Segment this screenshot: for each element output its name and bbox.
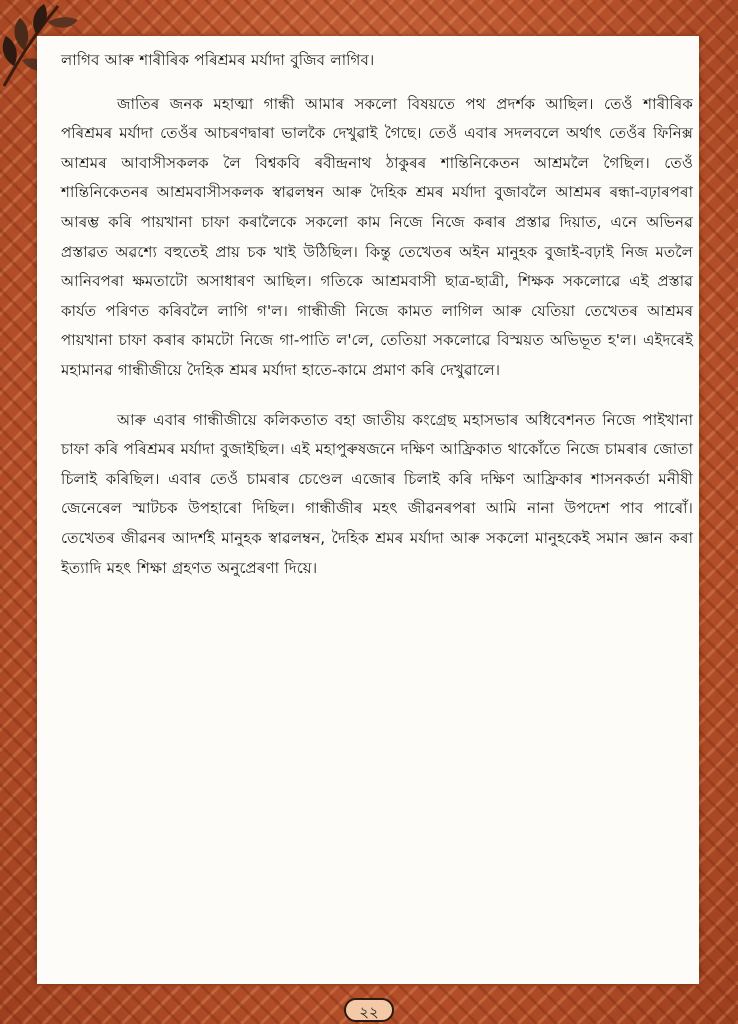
paragraph-gandhi-shantiniketan: জাতিৰ জনক মহাত্মা গান্ধী আমাৰ সকলো বিষয়তে পথ প্ৰদৰ্শক আছিল। তেওঁ শাৰীৰিক পৰিশ্ৰমৰ মৰ্যাদা তেওঁৰ আচৰণদ্বাৰা ভালকৈ দেখুৱাই গৈছে। তেওঁ এবাৰ সদলবলে অৰ্থাৎ তেওঁৰ ফিনিক্স আশ্ৰমৰ আবাসীসকলক লৈ বিশ্বকবি ৰবীন্দ্ৰনাথ ঠাকুৰৰ শান্তিনিকেতন আশ্ৰমলৈ গৈছিল। তেওঁ শান্তিনিকেতনৰ আশ্ৰমবাসীসকলক স্বাৱলম্বন আৰু দৈহিক শ্ৰমৰ মৰ্যাদা বুজাবলৈ আশ্ৰমৰ ৰন্ধা-বঢ়াৰপৰা আৰম্ভ কৰি পায়খানা চাফা কৰালৈকে সকলো কাম নিজে নিজে কৰাৰ প্ৰস্তাৱ দিয়াত, এনে অভিনৱ প্ৰস্তাৱত অৱশ্যে বহুতেই প্ৰায় চক খাই উঠিছিল। কিন্তু তেখেতৰ অইন মানুহক বুজাই-বঢ়াই নিজ মতলৈ আনিবপৰা ক্ষমতাটো অসাধাৰণ আছিল। গতিকে আশ্ৰমবাসী ছাত্ৰ-ছাত্ৰী, শিক্ষক সকলোৱে এই প্ৰস্তাৱ কাৰ্যত পৰিণত কৰিবলৈ লাগি গ'ল। গান্ধীজী নিজে কামত লাগিল আৰু যেতিয়া তেখেতৰ আশ্ৰমৰ পায়খানা চাফা কৰাৰ কামটো নিজে গা-পাতি ল'লে, তেতিয়া সকলোৱে বিস্ময়ত অভিভূত হ'ল। এইদৰেই মহামানৱ গান্ধীজীয়ে দৈহিক শ্ৰমৰ মৰ্যাদা হাতে-কামে প্ৰমাণ কৰি দেখুৱালে। <box>61 94 693 379</box>
paragraph-gandhi-calcutta: আৰু এবাৰ গান্ধীজীয়ে কলিকতাত বহা জাতীয় কংগ্ৰেছ মহাসভাৰ অধিবেশনত নিজে পাইখানা চাফা কৰি পৰিশ্ৰমৰ মৰ্যাদা বুজাইছিল। এই মহাপুৰুষজনে দক্ষিণ আফ্ৰিকাত থাকোঁতে নিজে চামৰাৰ জোতা চিলাই কৰিছিল। এবাৰ তেওঁ চামৰাৰ চেণ্ডেল এজোৰ চিলাই কৰি দক্ষিণ আফ্ৰিকাৰ শাসনকৰ্তা মনীষী জেনেৰেল স্মাটচক উপহাৰো দিছিল। গান্ধীজীৰ মহৎ জীৱনৰপৰা আমি নানা উপদেশ পাব পাৰোঁ। তেখেতৰ জীৱনৰ আদৰ্শই মানুহক স্বাৱলম্বন, দৈহিক শ্ৰমৰ মৰ্যাদা আৰু সকলো মানুহকেই সমান জ্ঞান কৰা ইত্যাদি মহৎ শিক্ষা গ্ৰহণত অনুপ্ৰেৰণা দিয়ে। <box>61 410 693 577</box>
paragraph-continuation: লাগিব আৰু শাৰীৰিক পৰিশ্ৰমৰ মৰ্যাদা বুজিব লাগিব। <box>61 51 375 69</box>
page-number-badge: ২২ <box>344 998 394 1022</box>
page-sheet <box>37 36 699 984</box>
